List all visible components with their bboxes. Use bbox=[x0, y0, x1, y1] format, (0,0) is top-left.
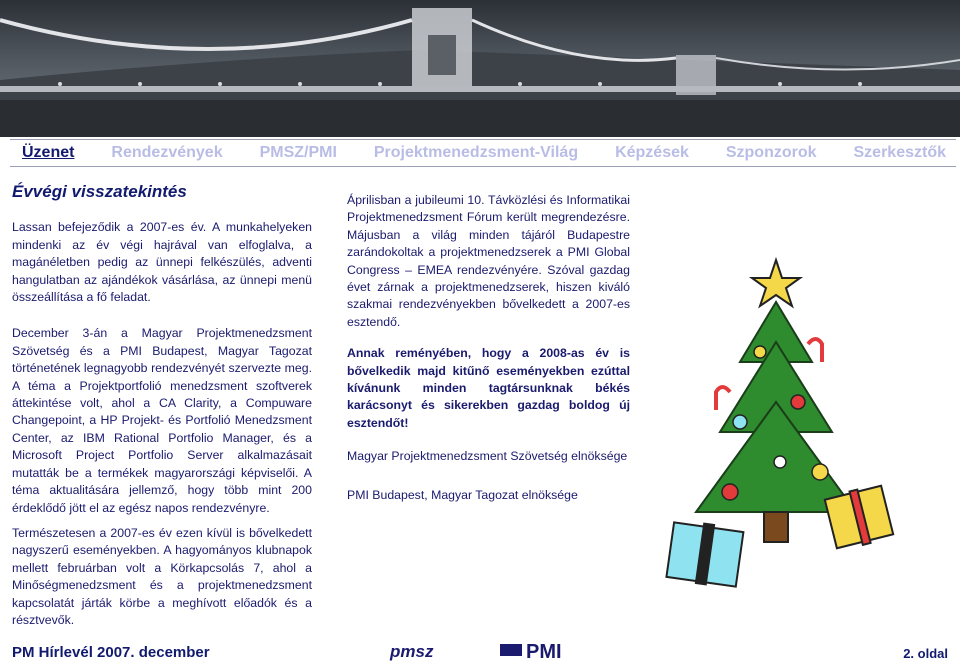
signature-pmi: PMI Budapest, Magyar Tagozat elnöksége bbox=[347, 487, 578, 502]
pmi-logo bbox=[500, 638, 585, 662]
issue-title: PM Hírlevél 2007. december bbox=[12, 644, 210, 661]
pmi-logo-text: PMI bbox=[526, 641, 562, 662]
christmas-tree-illustration bbox=[630, 252, 960, 612]
chain-bridge-illustration bbox=[0, 0, 960, 137]
article-left-column bbox=[12, 183, 312, 637]
page-number: 2. oldal bbox=[903, 646, 948, 661]
article-paragraph: Áprilisban a jubileumi 10. Távközlési és Informatikai Projektmenedzsment Fórum került megrendezésre. Májusban a világ minden tájáról Budapestre zarándokoltak a projektmenedzserek a PMI Global Congress – EMEA rendezvényére. Szóval gazdag évet zárnak a projektmenedzserek, hiszen kiváló szakmai rendezvényekben bővelkedett a 2007-es esztendő. bbox=[347, 193, 630, 329]
article-paragraph: December 3-án a Magyar Projektmenedzsment Szövetség és a PMI Budapest, Magyar Tagozat történetének legnagyobb rendezvényét szervezte meg. A téma a Projektportfolió menedzsment szoftverek áttekintése volt, ahol a CA Clarity, a Compuware Changepoint, a HP Projekt- és Portfolió Menedzsment Center, az IBM Rational Portfolio Manager, és a Microsoft Project Portfolio Server alkalmazásait mutatták be a termékek magyarországi képviselői. A téma aktualitására jellemző, hogy több mint 200 érdeklődő jött el az egész napos rendezvényre. bbox=[12, 326, 312, 515]
nav-item-projektmenedzsment-vilag[interactable]: Projektmenedzsment-Világ bbox=[373, 144, 579, 161]
nav-item-rendezvenyek[interactable]: Rendezvények bbox=[111, 144, 223, 161]
nav-item-szponzorok[interactable]: Szponzorok bbox=[725, 144, 817, 161]
article-paragraph: Lassan befejeződik a 2007-es év. A munkahelyeken mindenki az év végi hajrával van elfoglalva, a magánéletben pedig az ünnepi felkészülés, adventi hangulatban az ajándékok vásárlása, az ünnepi menü összeállítása a fő feladat. bbox=[12, 220, 312, 305]
article-mid-column bbox=[347, 192, 630, 525]
greeting-text: Annak reményében, hogy a 2008-as év is bővelkedik majd kitűnő eseményekben ezúttal kívánunk minden tagtársunknak békés karácsonyt és sikerekben gazdag boldog új esztendőt! bbox=[347, 346, 630, 430]
article-paragraph: Természetesen a 2007-es év ezen kívül is bővelkedett nagyszerű eseményekben. A hagyományos klubnapok mellett februárban volt a Körkapcsolás 7, ahol a Minőségmenedzsment és a projektmenedzsment kapcsolatát járták körbe a meghívott előadók és a résztvevők. bbox=[12, 525, 312, 627]
header-photo-bridge bbox=[0, 0, 960, 137]
article-title: Évvégi visszatekintés bbox=[12, 182, 187, 201]
pmsz-logo: pmsz bbox=[390, 642, 434, 661]
signature-pmsz: Magyar Projektmenedzsment Szövetség elnöksége bbox=[347, 449, 628, 464]
nav-item-pmsz-pmi[interactable]: PMSZ/PMI bbox=[259, 144, 337, 161]
nav-item-uzenet[interactable]: Üzenet bbox=[22, 144, 75, 161]
nav-item-szerkesztok[interactable]: Szerkesztők bbox=[853, 144, 946, 161]
nav-item-kepzesek[interactable]: Képzések bbox=[615, 144, 689, 161]
main-nav bbox=[10, 139, 956, 167]
star-icon bbox=[752, 260, 800, 306]
